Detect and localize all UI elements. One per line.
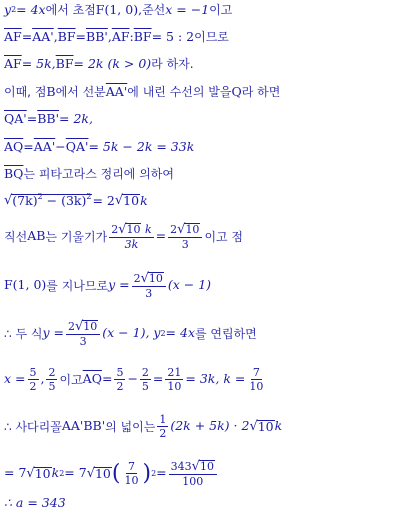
den: 2: [29, 380, 37, 393]
text: 준선: [142, 3, 166, 18]
ratio-value: = 5 : 2: [151, 29, 195, 44]
math: y =: [108, 277, 130, 293]
line-10: [4, 272, 396, 299]
text: 이므로: [194, 30, 229, 45]
text: 이때, 점: [4, 85, 47, 100]
eq: =: [101, 371, 113, 387]
num: 21: [167, 366, 182, 379]
num: 2: [133, 272, 141, 285]
radical: √ 10: [86, 465, 111, 481]
radical: √ 10: [26, 465, 51, 481]
den: 5: [141, 380, 149, 393]
comma: ,: [107, 29, 112, 44]
fraction: [46, 367, 57, 392]
text: 에 내린 수선의 발을: [127, 85, 232, 100]
num: 7: [252, 366, 260, 379]
radical: √ 10: [177, 222, 200, 237]
comma: ,: [53, 29, 58, 44]
radicand: 10: [199, 460, 214, 473]
radicand: 10: [126, 223, 141, 236]
minus: −: [127, 371, 138, 387]
den: 3: [145, 287, 153, 300]
line-13: [4, 414, 396, 439]
text: 의 넓이는: [105, 419, 156, 434]
segment-BB-prime: BB': [37, 111, 60, 126]
eq: = 2: [92, 192, 115, 208]
radical: √ 10: [191, 459, 214, 474]
radicand: 10: [83, 320, 98, 333]
exponent: 2: [86, 192, 92, 201]
math: (2k + 5k) · 2: [170, 418, 250, 434]
eq: =: [75, 29, 87, 44]
radicand: 10: [148, 272, 163, 285]
text: 에서 초점: [45, 3, 96, 18]
line-2: [4, 31, 396, 44]
math: = 2k,: [59, 111, 93, 126]
num: 2: [141, 366, 149, 379]
fraction: [132, 272, 166, 299]
math: k: [51, 465, 60, 481]
eq: =: [155, 228, 167, 244]
segment-AF: $\overline{AF}$: [4, 56, 22, 71]
comma: ,: [40, 371, 45, 387]
exponent: 2: [37, 192, 43, 201]
num: 7: [127, 460, 135, 473]
radicand: 10: [257, 418, 274, 434]
text: 를 연립하면: [195, 326, 257, 341]
line-6: [4, 141, 396, 154]
radical: √ 10: [140, 271, 163, 286]
text: 는 피타고라스 정리에 의하여: [23, 167, 174, 182]
math: = 2k (k > 0): [73, 56, 152, 71]
segment-BF: $\overline{BF}$: [133, 29, 152, 44]
left-paren: (: [111, 460, 121, 486]
math: k: [274, 418, 283, 434]
radicand: 10: [94, 465, 111, 481]
num: 2: [170, 223, 178, 236]
radicand: 10: [185, 223, 200, 236]
text: ∴ 두 식: [4, 326, 43, 341]
math: (7k): [12, 193, 38, 208]
den: 5: [48, 380, 56, 393]
math: k: [140, 192, 148, 208]
radical: √ 10: [114, 193, 140, 208]
math: (x − 1): [167, 277, 212, 293]
eq: =: [156, 465, 167, 481]
eq: =: [152, 371, 164, 387]
num: 343: [170, 460, 192, 473]
num: 5: [29, 366, 37, 379]
math: x =: [4, 371, 26, 387]
segment-AF: $\overline{AF}$: [111, 29, 130, 44]
segment-AA-prime: AA': [32, 29, 54, 44]
segment-AA-prime: AA': [33, 139, 56, 154]
text: 직선: [4, 229, 28, 244]
fraction: [247, 367, 265, 392]
fraction: [114, 367, 125, 392]
line-9: [4, 223, 396, 250]
math-y: y: [4, 2, 12, 17]
segment-BF: $\overline{BF}$: [57, 29, 76, 44]
num: 2: [48, 366, 56, 379]
fraction: [28, 367, 39, 392]
line-3: [4, 58, 396, 71]
line-AB: AB: [27, 228, 46, 244]
final-answer: ∴ a = 343: [4, 495, 66, 510]
den: 10: [124, 474, 139, 487]
eq: =: [21, 29, 33, 44]
den: 10: [167, 380, 182, 393]
fraction: [165, 367, 183, 392]
text: ∴ 사다리꼴: [4, 419, 62, 434]
math-eq: = 4x: [16, 2, 46, 17]
math: = 4x: [165, 325, 195, 341]
math: y =: [42, 325, 64, 341]
radicand: [11, 194, 92, 208]
segment-QA-prime: QA': [65, 139, 89, 154]
segment-AA-prime: AA': [105, 84, 128, 99]
point-B: B: [46, 84, 56, 99]
segment-AQ: $\overline{AQ}$: [82, 371, 102, 387]
fraction: [140, 367, 151, 392]
line-7: [4, 168, 396, 181]
segment-QA-prime: QA': [4, 111, 27, 126]
math: (x − 1), y: [102, 325, 161, 341]
segment-BF: $\overline{BF}$: [55, 56, 74, 71]
math: = 7: [64, 465, 87, 481]
segment-BB-prime: BB': [86, 29, 108, 44]
minus: −: [55, 139, 66, 154]
fraction: [169, 460, 217, 487]
segment-BQ: $\overline{BQ}$: [4, 166, 24, 181]
text: 를 지나므로: [46, 278, 109, 293]
line-15: [4, 497, 396, 510]
line-4: [4, 86, 396, 99]
math: = 5k,: [21, 56, 56, 71]
point-F: F(1, 0): [4, 277, 47, 293]
den: 3: [79, 335, 87, 348]
eq: =: [26, 111, 38, 126]
line-11: ∴ 두 식 y = 2 √ 10 3 (x − 1), y 2 = 4x 를 연립하면: [4, 319, 257, 348]
text: 이고 점: [204, 229, 244, 244]
den: 100: [182, 475, 204, 488]
math: = 7: [4, 465, 27, 481]
fraction: [109, 223, 153, 250]
radical: √ 10: [249, 418, 274, 434]
line-5: [4, 113, 396, 126]
trapezoid-name: AA'BB': [61, 418, 106, 434]
segment-AQ: $\overline{AQ}$: [4, 139, 24, 154]
den: 10: [249, 380, 264, 393]
math: = 3k, k =: [185, 371, 246, 387]
math: k: [141, 223, 152, 236]
text: 라 하자.: [151, 57, 194, 72]
den: 2: [116, 380, 124, 393]
num: 2: [67, 320, 75, 333]
den: 3: [181, 238, 189, 251]
radicand: 10: [123, 193, 140, 208]
line-12: [4, 367, 396, 392]
radicand: 10: [34, 465, 51, 481]
fraction: [122, 461, 140, 486]
fraction: [157, 414, 168, 439]
text: 는 기울기가: [45, 229, 108, 244]
math-focus: F(1, 0),: [95, 2, 143, 17]
line-8: [4, 194, 396, 208]
eq: =: [23, 139, 34, 154]
radical: √ 10: [74, 319, 98, 334]
line-14: = 7 √ 10 k 2 = 7 √ 10 ( $\frac{7}{10}$ ) 2 = 343 √ 10 100: [4, 460, 396, 487]
fraction: [66, 320, 100, 347]
point-Q: Q: [231, 84, 242, 99]
text: 이고: [59, 372, 83, 387]
den: 2: [159, 427, 167, 440]
line-1: y 2 = 4x 에서 초점 F(1, 0), 준선 x = −1 이고: [4, 2, 233, 18]
math-directrix: x = −1: [165, 2, 210, 17]
right-paren: ): [142, 460, 152, 486]
radical: √ 10: [118, 222, 141, 237]
math: − (3k): [42, 193, 87, 208]
radical: √ $(7k)^2 - (3k)^2$: [4, 192, 92, 208]
num: 2: [111, 223, 119, 236]
num: 1: [159, 413, 167, 426]
segment-AF: $\overline{AF}$: [4, 29, 22, 44]
fraction: [168, 223, 202, 250]
num: 5: [116, 366, 124, 379]
math: = 5k − 2k = 33k: [88, 139, 195, 154]
text: 이고: [209, 3, 233, 18]
text: 라 하면: [241, 85, 281, 100]
ratio: :: [129, 29, 134, 44]
den: 3k: [124, 238, 139, 251]
text: 에서 선분: [55, 85, 106, 100]
